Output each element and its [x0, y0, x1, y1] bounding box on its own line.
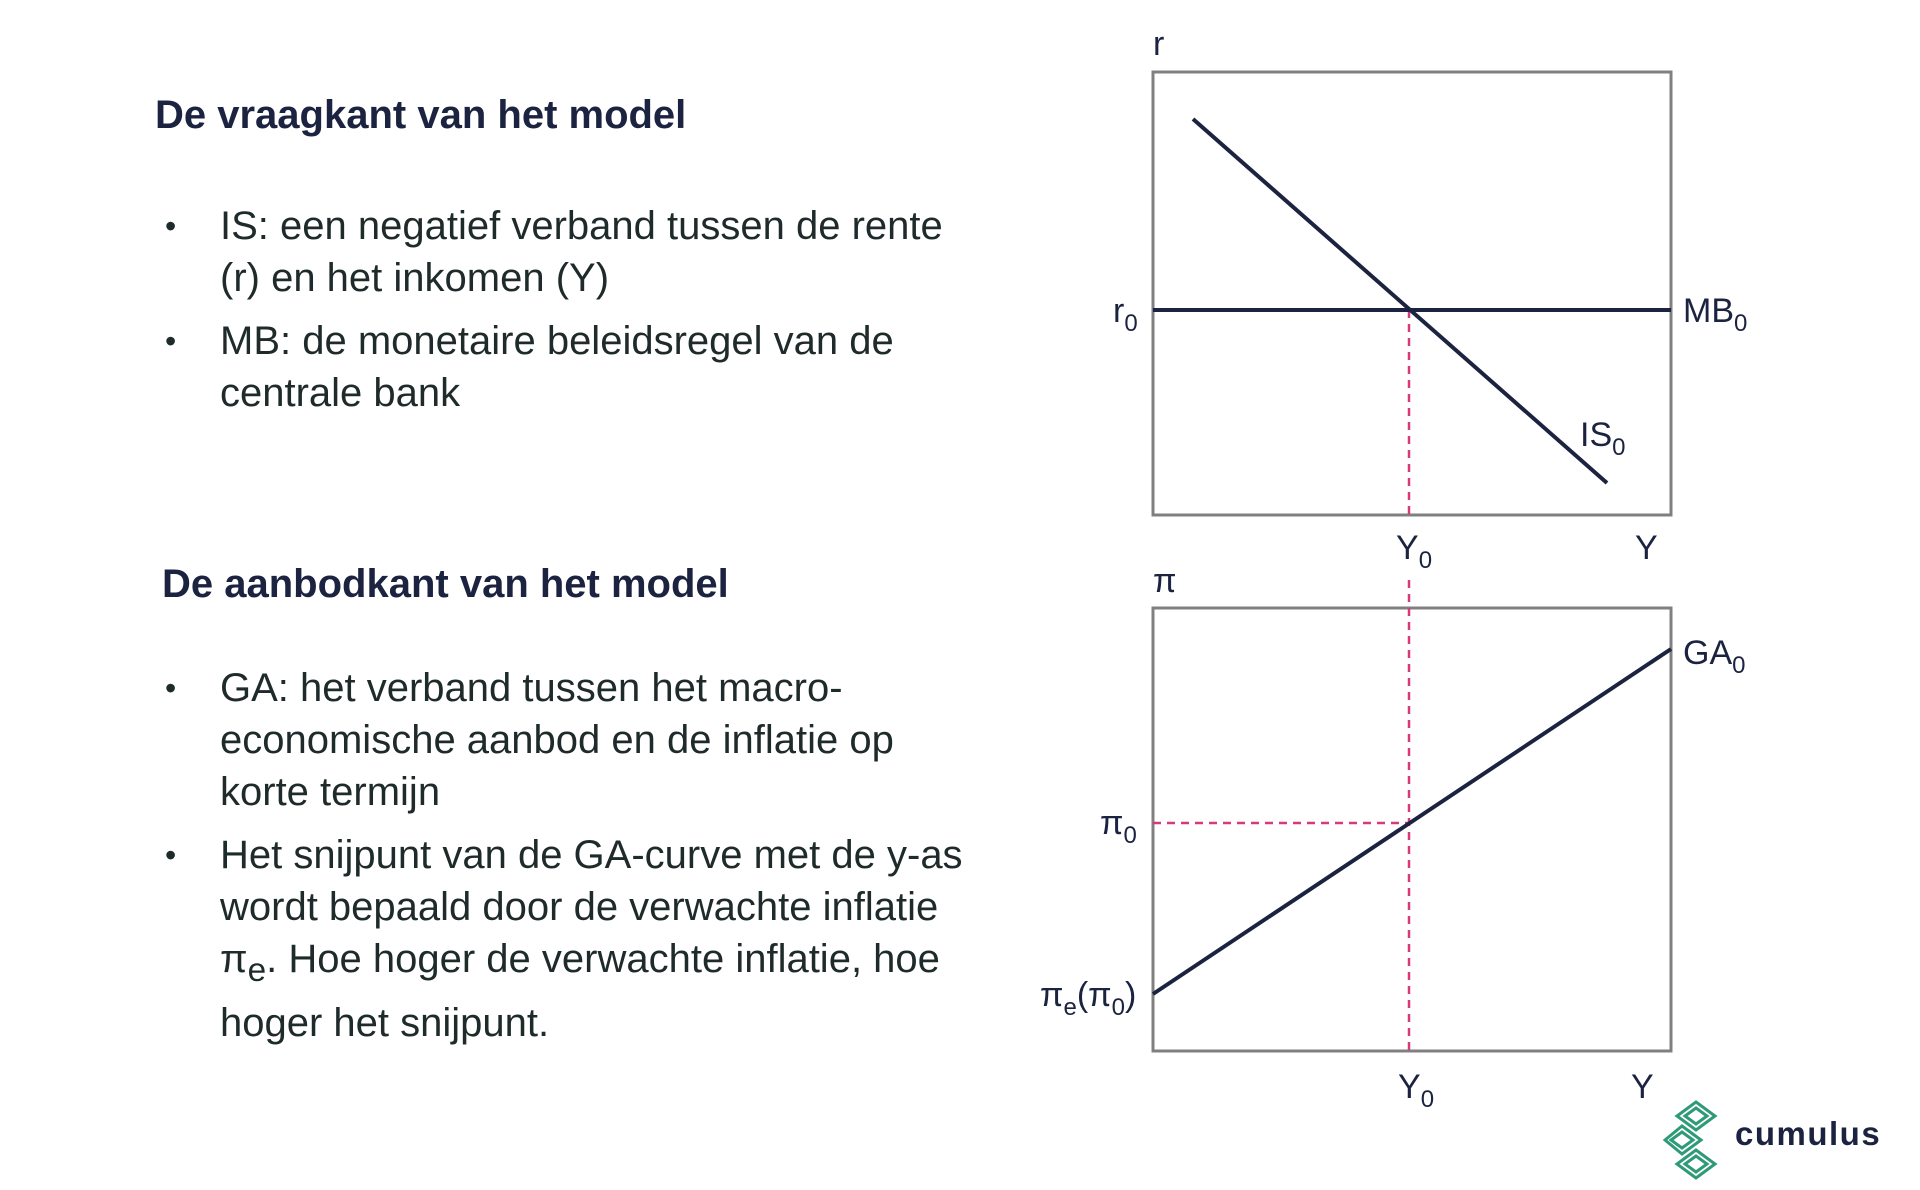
ga-curve	[1153, 649, 1671, 994]
ga0-label: $GA_0$	[1683, 634, 1746, 679]
pi0-label: $\pi_0$	[1100, 804, 1137, 849]
is0-label: $IS_0$	[1580, 416, 1626, 461]
mb0-label: $MB_0$	[1683, 292, 1748, 337]
r0-label: $r_0$	[1113, 292, 1138, 337]
bullet-mb: • MB: de monetaire beleidsregel van de centrale bank	[157, 315, 987, 419]
top-chart	[1113, 25, 1747, 574]
intercept-label: $\pi_e(\pi_0)$	[1040, 976, 1137, 1021]
demand-title: De vraagkant van het model	[155, 93, 687, 137]
bullet-intercept-text-2: . Hoe hoger de verwachte inflatie, hoe hoger het snijpunt.	[220, 937, 940, 1045]
bottom-chart-frame	[1153, 608, 1671, 1051]
bullet-ga: • GA: het verband tussen het macro-economische aanbod en de inflatie op korte termijn	[157, 662, 987, 818]
top-y0-label: $Y_0$	[1396, 529, 1433, 574]
bullet-is: • IS: een negatief verband tussen de rente (r) en het inkomen (Y)	[157, 200, 987, 304]
top-y-axis-label: r	[1153, 25, 1165, 63]
bottom-x-axis-label: Y	[1631, 1068, 1654, 1106]
bullet-intercept-subscript: e	[247, 952, 267, 989]
supply-title: De aanbodkant van het model	[162, 562, 729, 606]
top-x-axis-label: Y	[1635, 529, 1658, 567]
bottom-y-axis-label: π	[1153, 562, 1177, 600]
cumulus-logo-text: cumulus	[1735, 1115, 1882, 1152]
cumulus-logo-icon	[1663, 1098, 1729, 1184]
is-curve	[1193, 119, 1607, 483]
bottom-chart	[1040, 562, 1745, 1113]
bottom-y0-label: $Y_0$	[1398, 1068, 1435, 1113]
bullet-intercept-text-1: Het snijpunt van de GA-curve met de y-as wordt bepaald door de verwachte inflatie π	[220, 833, 963, 981]
